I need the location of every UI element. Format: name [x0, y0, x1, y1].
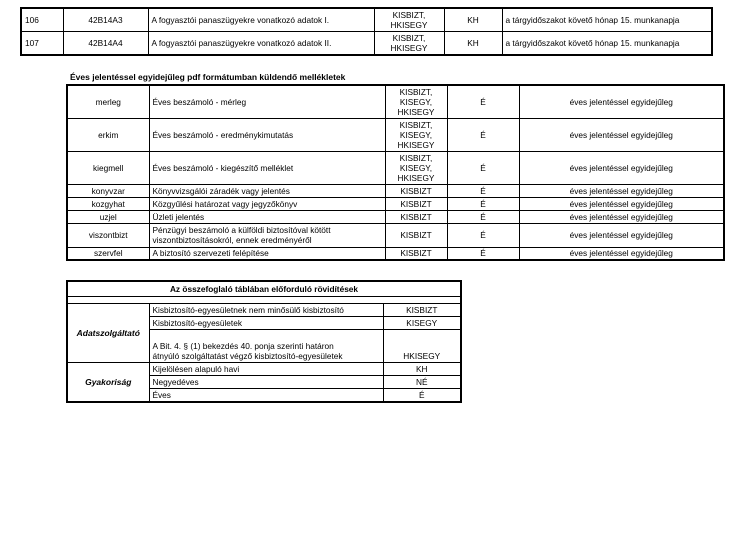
section-title: Éves jelentéssel egyidejűleg pdf formátumban küldendő mellékletek — [70, 72, 346, 82]
provider: KISBIZT — [385, 184, 447, 197]
deadline: éves jelentéssel egyidejűleg — [519, 118, 724, 151]
attachment-code: kozgyhat — [67, 197, 149, 210]
attachment-code: uzjel — [67, 210, 149, 223]
abbreviation-meaning: A Bit. 4. § (1) bekezdés 40. ponja szerinti határon átnyúló szolgáltatást végző kisbiztosító-egyesületek — [149, 330, 383, 363]
deadline: éves jelentéssel egyidejűleg — [519, 223, 724, 247]
top-table — [20, 7, 713, 56]
deadline: éves jelentéssel egyidejűleg — [519, 197, 724, 210]
report-description: A fogyasztói panaszügyekre vonatkozó adatok I. — [148, 8, 374, 32]
provider: KISBIZT — [385, 210, 447, 223]
provider: KISBIZT, HKISEGY — [374, 32, 444, 56]
abbreviation: KISBIZT — [383, 304, 461, 317]
attachment-description: A biztosító szervezeti felépítése — [149, 247, 385, 260]
frequency: É — [447, 197, 519, 210]
table-row — [67, 197, 724, 210]
abbreviation: KH — [383, 363, 461, 376]
abbreviation: KISEGY — [383, 317, 461, 330]
table-row — [67, 118, 724, 151]
deadline: a tárgyidőszakot követő hónap 15. munkanapja — [502, 32, 712, 56]
attachment-description: Könyvvizsgálói záradék vagy jelentés — [149, 184, 385, 197]
spacer-row — [67, 297, 461, 304]
table-row — [67, 363, 461, 376]
frequency: É — [447, 210, 519, 223]
frequency: É — [447, 85, 519, 118]
abbreviation-meaning: Éves — [149, 389, 383, 402]
frequency: É — [447, 247, 519, 260]
attachment-code: szervfel — [67, 247, 149, 260]
provider: KISBIZT, KISEGY, HKISEGY — [385, 85, 447, 118]
attachment-description: Éves beszámoló - eredménykimutatás — [149, 118, 385, 151]
frequency: KH — [444, 8, 502, 32]
frequency: É — [447, 118, 519, 151]
deadline: éves jelentéssel egyidejűleg — [519, 85, 724, 118]
report-description: A fogyasztói panaszügyekre vonatkozó adatok II. — [148, 32, 374, 56]
frequency: É — [447, 151, 519, 184]
abbreviations-table — [66, 280, 462, 403]
abbreviation-meaning: Kisbiztosító-egyesületek — [149, 317, 383, 330]
frequency: É — [447, 223, 519, 247]
deadline: éves jelentéssel egyidejűleg — [519, 210, 724, 223]
provider: KISBIZT — [385, 197, 447, 210]
provider: KISBIZT — [385, 247, 447, 260]
report-code: 42B14A4 — [63, 32, 148, 56]
table-row — [21, 8, 712, 32]
attachment-code: viszontbizt — [67, 223, 149, 247]
table-row — [67, 247, 724, 260]
abbreviation-meaning: Negyedéves — [149, 376, 383, 389]
table-row — [67, 304, 461, 317]
provider: KISBIZT, KISEGY, HKISEGY — [385, 118, 447, 151]
report-code: 42B14A3 — [63, 8, 148, 32]
attachment-code: konyvzar — [67, 184, 149, 197]
group-label-provider: Adatszolgáltató — [67, 304, 149, 363]
abbreviations-header-row — [67, 281, 461, 297]
abbreviations-title: Az összefoglaló táblában előforduló rövidítések — [67, 281, 461, 297]
deadline: éves jelentéssel egyidejűleg — [519, 184, 724, 197]
attachment-code: merleg — [67, 85, 149, 118]
deadline: a tárgyidőszakot követő hónap 15. munkanapja — [502, 8, 712, 32]
deadline: éves jelentéssel egyidejűleg — [519, 151, 724, 184]
attachment-description: Pénzügyi beszámoló a külföldi biztosítóval kötött viszontbiztosításokról, ennek eredményéről — [149, 223, 385, 247]
table-row — [67, 210, 724, 223]
abbreviation-meaning: Kisbiztosító-egyesületnek nem minősülő kisbiztosító — [149, 304, 383, 317]
table-row — [67, 151, 724, 184]
abbreviation: NÉ — [383, 376, 461, 389]
deadline: éves jelentéssel egyidejűleg — [519, 247, 724, 260]
frequency: KH — [444, 32, 502, 56]
attachment-description: Közgyűlési határozat vagy jegyzőkönyv — [149, 197, 385, 210]
frequency: É — [447, 184, 519, 197]
table-row — [67, 85, 724, 118]
attachment-description: Üzleti jelentés — [149, 210, 385, 223]
pdf-attachments-table — [66, 84, 725, 261]
table-row — [67, 184, 724, 197]
provider: KISBIZT, KISEGY, HKISEGY — [385, 151, 447, 184]
attachment-code: erkim — [67, 118, 149, 151]
group-label-frequency: Gyakoriság — [67, 363, 149, 402]
provider: KISBIZT — [385, 223, 447, 247]
row-number: 107 — [21, 32, 63, 56]
row-number: 106 — [21, 8, 63, 32]
attachment-description: Éves beszámoló - kiegészítő melléklet — [149, 151, 385, 184]
spacer — [67, 297, 461, 304]
abbreviation: HKISEGY — [383, 330, 461, 363]
attachment-code: kiegmell — [67, 151, 149, 184]
table-row — [67, 223, 724, 247]
attachment-description: Éves beszámoló - mérleg — [149, 85, 385, 118]
provider: KISBIZT, HKISEGY — [374, 8, 444, 32]
table-row — [21, 32, 712, 56]
abbreviation-meaning: Kijelölésen alapuló havi — [149, 363, 383, 376]
abbreviation: É — [383, 389, 461, 402]
